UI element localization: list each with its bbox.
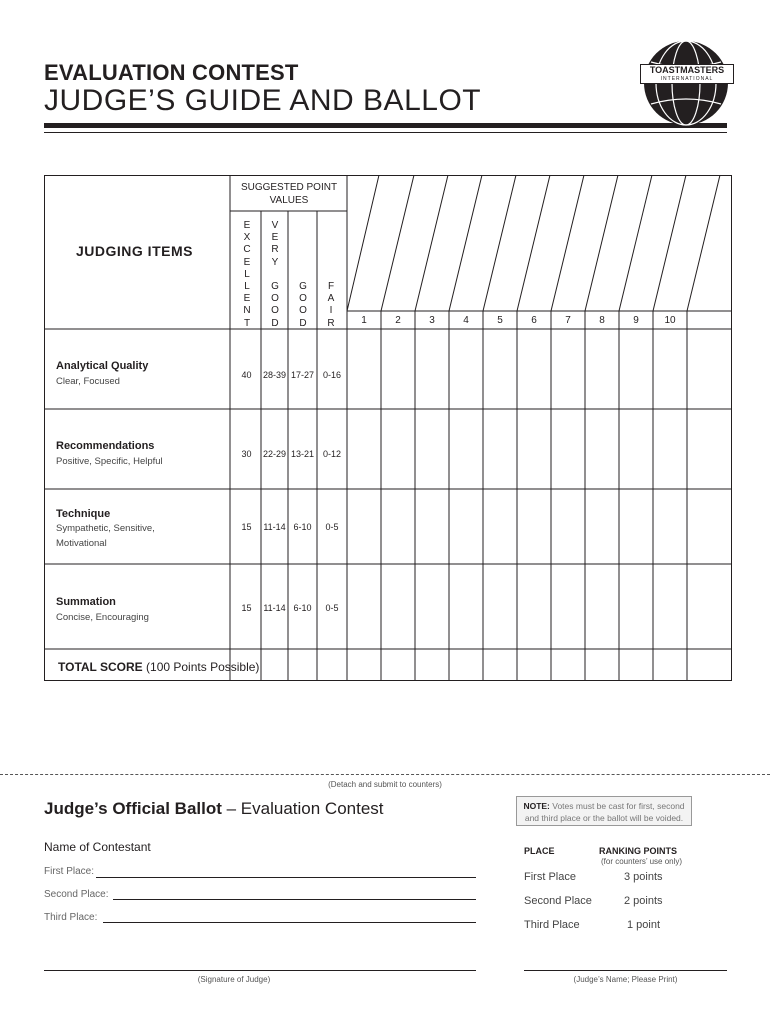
judge-signature-field[interactable] [44, 970, 476, 971]
letter: L [244, 268, 250, 280]
letter: A [327, 293, 335, 305]
contestant-number: 7 [565, 315, 571, 326]
contestant-number: 10 [664, 315, 676, 326]
letter: O [271, 293, 279, 305]
second-place-label: Second Place: [44, 889, 109, 900]
points-very-good: 22-29 [262, 449, 287, 459]
total-score-sub: (100 Points Possible) [146, 660, 260, 674]
rating-excellent-label [240, 220, 254, 330]
judge-name-field[interactable] [524, 970, 727, 971]
ranking-points-sub: (for counters’ use only) [601, 857, 683, 866]
points-very-good: 28-39 [262, 370, 287, 380]
letter: O [271, 305, 279, 317]
letter: D [271, 317, 279, 329]
contestant-number: 1 [361, 315, 367, 326]
first-place-label: First Place: [44, 866, 95, 877]
contestant-number: 2 [395, 315, 401, 326]
rank-points-second: 2 points [624, 895, 663, 907]
letter: F [327, 281, 335, 292]
note-text: Votes must be cast for first, second and third place or the ballot will be voided. [524, 801, 685, 823]
contestant-number: 6 [531, 315, 537, 326]
suggested-label-line2: VALUES [269, 195, 309, 206]
letter: L [244, 281, 250, 293]
item-subtitle-summation: Concise, Encouraging [56, 612, 149, 623]
rank-place-second: Second Place [524, 895, 592, 907]
detach-line [0, 774, 770, 775]
letter: R [271, 244, 279, 256]
points-fair: 0-12 [322, 449, 341, 459]
note-label: NOTE: [523, 801, 550, 811]
letter: N [243, 305, 251, 317]
rank-place-first: First Place [524, 871, 576, 883]
points-very-good: 11-14 [263, 603, 286, 613]
contestant-number: 8 [599, 315, 605, 326]
logo-line1: TOASTMASTERS [649, 65, 725, 75]
points-good: 13-21 [290, 449, 315, 459]
judge-signature-caption: (Signature of Judge) [197, 975, 271, 984]
header-rule-thin [44, 132, 727, 133]
place-header: PLACE [524, 846, 555, 856]
rating-very-good-label [268, 220, 282, 330]
item-title-summation: Summation [56, 596, 116, 608]
item-subtitle-analytical: Clear, Focused [56, 376, 120, 387]
second-place-field[interactable] [113, 899, 476, 900]
letter: T [243, 317, 251, 329]
points-very-good: 11-14 [263, 522, 286, 532]
total-score-label: TOTAL SCORE [58, 660, 143, 674]
first-place-field[interactable] [96, 877, 476, 878]
rank-points-first: 3 points [624, 871, 663, 883]
ballot-note [516, 796, 692, 826]
points-excellent: 40 [241, 370, 252, 380]
points-fair: 0-16 [322, 370, 341, 380]
contestant-number: 5 [497, 315, 503, 326]
letter: R [327, 317, 335, 329]
contestant-number: 3 [429, 315, 435, 326]
contestant-number: 9 [633, 315, 639, 326]
name-of-contestant-label: Name of Contestant [44, 840, 151, 854]
points-good: 6-10 [293, 522, 312, 532]
letter: E [243, 220, 251, 231]
points-excellent: 15 [241, 603, 252, 613]
letter: G [299, 281, 307, 292]
letter: O [299, 305, 307, 317]
total-score-row [58, 660, 259, 674]
ranking-points-header: RANKING POINTS [599, 846, 678, 856]
letter: D [299, 317, 307, 329]
item-title-technique: Technique [56, 508, 111, 520]
rank-place-third: Third Place [524, 919, 580, 931]
third-place-field[interactable] [103, 922, 476, 923]
letter: V [271, 220, 279, 231]
points-fair: 0-5 [325, 603, 339, 613]
item-subtitle-recommendations: Positive, Specific, Helpful [56, 456, 163, 467]
logo-line2: INTERNATIONAL [660, 76, 714, 82]
item-subtitle-technique: Sympathetic, Sensitive, Motivational [56, 523, 155, 549]
contestant-number: 4 [463, 315, 469, 326]
detach-caption: (Detach and submit to counters) [328, 780, 442, 789]
guide-title: JUDGE’S GUIDE AND BALLOT [44, 84, 482, 117]
letter: E [271, 232, 279, 244]
suggested-point-values-heading [230, 181, 348, 207]
points-fair: 0-5 [325, 522, 339, 532]
rating-fair-label [324, 281, 338, 330]
letter: Y [271, 256, 279, 268]
letter: C [243, 244, 251, 256]
ballot-title-rest: – Evaluation Contest [221, 799, 384, 818]
rank-points-third: 1 point [627, 919, 661, 931]
letter: E [243, 256, 251, 268]
letter: G [271, 281, 279, 293]
letter: I [329, 305, 333, 317]
points-good: 6-10 [293, 603, 312, 613]
letter: O [299, 293, 307, 305]
suggested-label-line1: SUGGESTED POINT [240, 182, 338, 193]
ballot-title-bold: Judge’s Official Ballot [44, 799, 222, 818]
rating-good-label [296, 281, 310, 330]
header-rule-thick [44, 123, 727, 128]
ballot-title [44, 799, 384, 819]
letter: E [243, 293, 251, 305]
item-title-analytical: Analytical Quality [56, 360, 149, 372]
points-excellent: 30 [241, 449, 252, 459]
third-place-label: Third Place: [44, 912, 98, 923]
letter [268, 269, 282, 281]
contest-title: EVALUATION CONTEST [44, 60, 299, 85]
item-title-recommendations: Recommendations [56, 440, 155, 452]
judging-items-heading: JUDGING ITEMS [76, 243, 193, 259]
points-good: 17-27 [290, 370, 315, 380]
judge-name-caption: (Judge’s Name; Please Print) [573, 975, 678, 984]
letter: X [243, 232, 251, 244]
logo-wordmark [640, 64, 734, 84]
points-excellent: 15 [241, 522, 252, 532]
